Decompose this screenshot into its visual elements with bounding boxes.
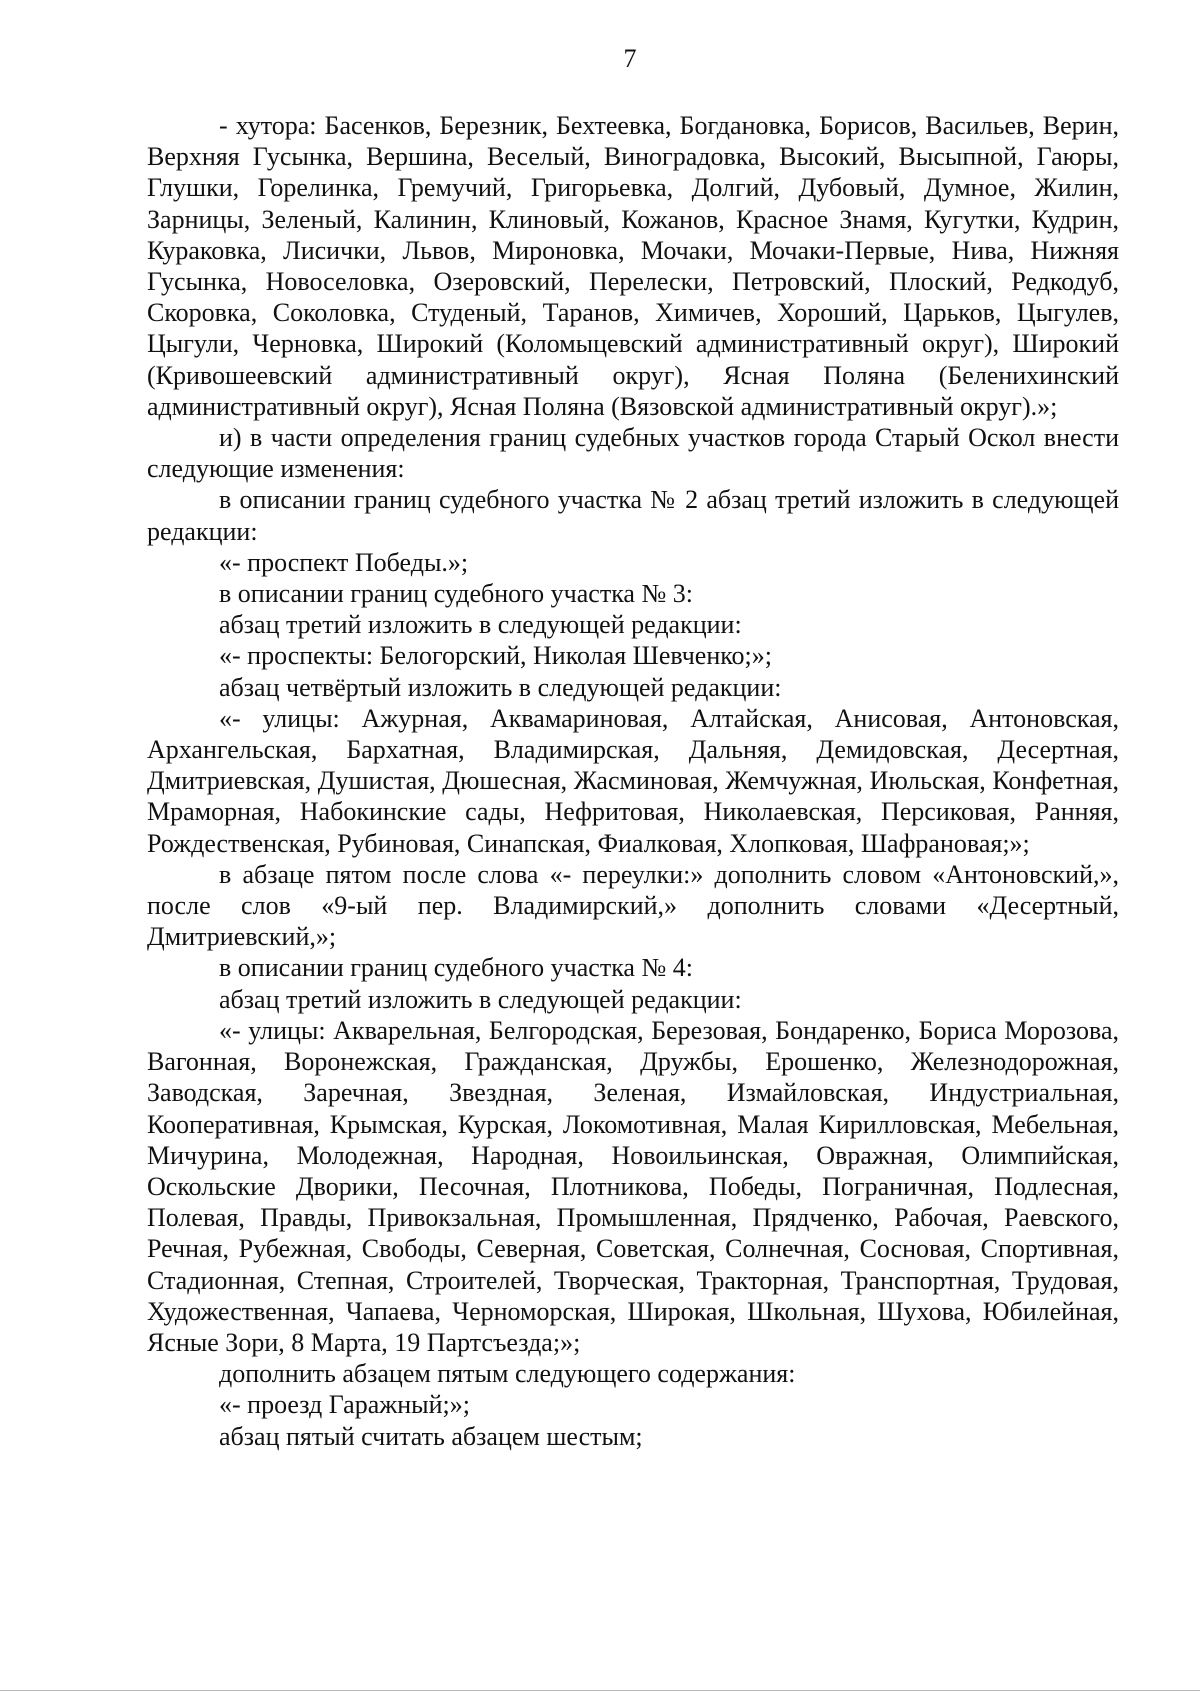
paragraph-item-i: и) в части определения границ судебных участков города Старый Оскол внести следующие изменения: bbox=[147, 423, 1119, 484]
paragraph-plot-4-add-para-5: дополнить абзацем пятым следующего содержания: bbox=[219, 1359, 796, 1389]
document-body bbox=[147, 110, 1119, 1452]
paragraph-plot-2: в описании границ судебного участка № 2 абзац третий изложить в следующей редакции: bbox=[147, 485, 1119, 546]
page-number: 7 bbox=[623, 44, 637, 73]
paragraph-plot-3-para-5: в абзаце пятом после слова «- переулки:» дополнить словом «Антоновский,», после слов «9-ый пер. Владимирский,» дополнить словами «Десертный, Дмитриевский,»; bbox=[147, 859, 1119, 952]
paragraph-plot-3-prospects: «- проспекты: Белогорский, Николая Шевченко;»; bbox=[219, 641, 772, 671]
paragraph-plot-2-text: «- проспект Победы.»; bbox=[219, 547, 469, 577]
paragraph-plot-4-para-6: абзац пятый считать абзацем шестым; bbox=[219, 1421, 643, 1451]
paragraph-villages-list: - хутора: Басенков, Березник, Бехтеевка, Богдановка, Борисов, Васильев, Верин, Верхняя Гусынка, Вершина, Веселый, Виноградовка, Высокий, Высыпной, Гаюры, Глушки, Горелинка, Гремучий, Григорьевка, Долгий, Дубовый, Думное, Жилин, Зарницы, Зеленый, Калинин, Клиновый, Кожанов, Красное Знамя, Кугутки, Кудрин, Кураковка, Лисички, Львов, Мироновка, Мочаки, Мочаки-Первые, Нива, Нижняя Гусынка, Новоселовка, Озеровский, Перелески, Петровский, Плоский, Редкодуб, Скоровка, Соколовка, Студеный, Таранов, Химичев, Хороший, Царьков, Цыгулев, Цыгули, Черновка, Широкий (Коломыцевский административный округ), Широкий (Кривошеевский административный округ), Ясная Поляна (Беленихинский административный округ), Ясная Поляна (Вязовской административный округ).»; bbox=[147, 111, 1119, 421]
bottom-scan-edge bbox=[0, 1690, 1200, 1691]
paragraph-plot-3-para-4: абзац четвёртый изложить в следующей редакции: bbox=[219, 672, 782, 702]
paragraph-plot-3: в описании границ судебного участка № 3: bbox=[219, 579, 694, 609]
paragraph-plot-4: в описании границ судебного участка № 4: bbox=[219, 953, 694, 983]
paragraph-plot-4-para-3: абзац третий изложить в следующей редакции: bbox=[219, 984, 742, 1014]
paragraph-plot-3-para-3: абзац третий изложить в следующей редакции: bbox=[219, 610, 742, 640]
paragraph-plot-4-garage: «- проезд Гаражный;»; bbox=[219, 1390, 470, 1420]
paragraph-plot-3-streets: «- улицы: Ажурная, Аквамариновая, Алтайская, Анисовая, Антоновская, Архангельская, Бархатная, Владимирская, Дальняя, Демидовская, Десертная, Дмитриевская, Душистая, Дюшесная, Жасминовая, Жемчужная, Июльская, Конфетная, Мраморная, Набокинские сады, Нефритовая, Николаевская, Персиковая, Ранняя, Рождественская, Рубиновая, Синапская, Фиалковая, Хлопковая, Шафрановая;»; bbox=[147, 703, 1119, 858]
paragraph-plot-4-streets: «- улицы: Акварельная, Белгородская, Березовая, Бондаренко, Бориса Морозова, Вагонная, Воронежская, Гражданская, Дружбы, Ерошенко, Железнодорожная, Заводская, Заречная, Звездная, Зеленая, Измайловская, Индустриальная, Кооперативная, Крымская, Курская, Локомотивная, Малая Кирилловская, Мебельная, Мичурина, Молодежная, Народная, Новоильинская, Овражная, Олимпийская, Оскольские Дворики, Песочная, Плотникова, Победы, Пограничная, Подлесная, Полевая, Правды, Привокзальная, Промышленная, Прядченко, Рабочая, Раевского, Речная, Рубежная, Свободы, Северная, Советская, Солнечная, Сосновая, Спортивная, Стадионная, Степная, Строителей, Творческая, Тракторная, Транспортная, Трудовая, Художественная, Чапаева, Черноморская, Широкая, Школьная, Шухова, Юбилейная, Ясные Зори, 8 Марта, 19 Партсъезда;»; bbox=[147, 1015, 1119, 1357]
